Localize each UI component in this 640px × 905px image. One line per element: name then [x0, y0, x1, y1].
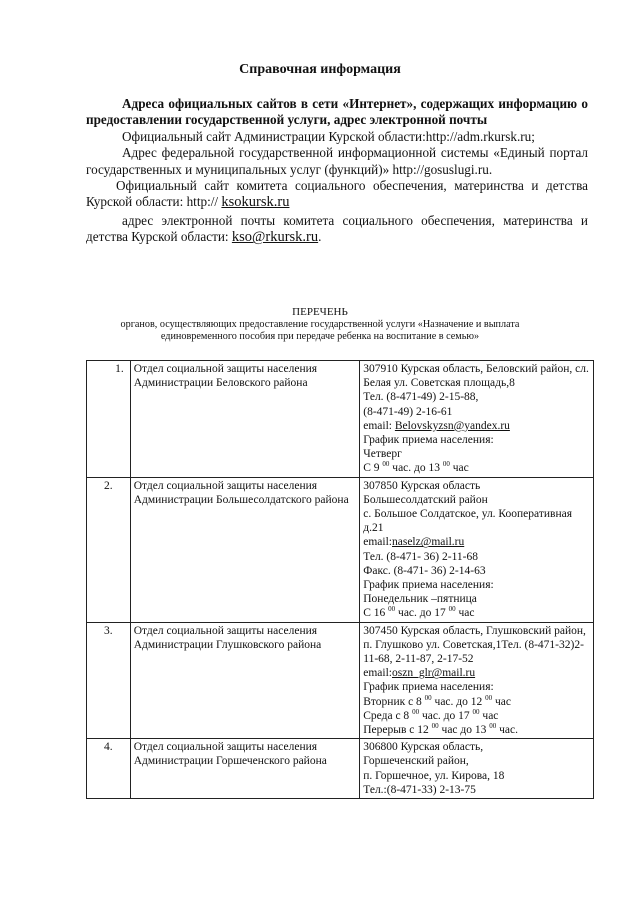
contact-line	[363, 723, 590, 737]
time-end: час	[479, 709, 499, 722]
time-end: час	[492, 695, 512, 708]
org-name: Отдел социальной защиты населения Администрации Большесолдатского района	[130, 477, 360, 622]
intro-section	[86, 96, 588, 246]
contact-line	[363, 433, 590, 447]
contact-line	[363, 507, 590, 535]
contact-text: с. Большое Солдатское, ул. Кооперативная д.21	[363, 508, 573, 535]
contact-text: Большесолдатский район	[363, 493, 488, 506]
time-superscript: 00	[388, 605, 396, 614]
contact-line	[363, 479, 590, 493]
intro-heading: Адреса официальных сайтов в сети «Интернет», содержащих информацию о предоставлении государственной услуги, адрес электронной почты	[86, 96, 588, 128]
contact-line	[363, 493, 590, 507]
time-middle: час. до 13	[389, 462, 443, 475]
contact-text: п. Горшечное, ул. Кирова, 18	[363, 769, 505, 782]
contact-line	[363, 550, 590, 564]
contact-text: С 9	[363, 462, 383, 475]
email-text: адрес электронной почты комитета социального обеспечения, материнства и детства Курской области:	[86, 212, 588, 245]
table-row	[87, 739, 594, 799]
contact-line	[363, 709, 590, 723]
contact-line	[363, 680, 590, 694]
contact-line	[363, 695, 590, 709]
contact-text: Тел.:(8-471-33) 2-13-75	[363, 783, 476, 796]
contact-text: График приема населения:	[363, 434, 494, 447]
time-middle: час до 13	[438, 724, 490, 737]
contact-text: Четверг	[363, 448, 402, 461]
org-contacts	[360, 361, 594, 478]
row-number: 3.	[87, 622, 131, 739]
email-link[interactable]: naselz@mail.ru	[392, 536, 465, 549]
contact-text: Горшеченский район,	[363, 755, 469, 768]
email-link[interactable]: Belovskyzsn@yandex.ru	[394, 419, 510, 432]
organizations-table	[86, 360, 594, 799]
contact-line	[363, 405, 590, 419]
contact-text: (8-471-49) 2-16-61	[363, 405, 453, 418]
contact-text: Вторник с 8	[363, 695, 425, 708]
time-superscript: 00	[382, 460, 390, 469]
contact-line	[363, 564, 590, 578]
time-superscript: 00	[442, 460, 450, 469]
list-heading: ПЕРЕЧЕНЬ	[292, 306, 348, 318]
contact-text: email:	[363, 667, 392, 680]
contact-line	[363, 740, 590, 754]
contact-line	[363, 419, 590, 433]
time-superscript: 00	[485, 693, 493, 702]
contact-text: Факс. (8-471- 36) 2-14-63	[363, 564, 486, 577]
time-superscript: 00	[448, 605, 456, 614]
org-contacts	[360, 477, 594, 622]
contact-line	[363, 754, 590, 768]
contact-line	[363, 535, 590, 549]
contact-text: 306800 Курская область,	[363, 741, 484, 754]
portal-line: Адрес федеральной государственной информационной системы «Единый портал государственных и муниципальных услуг (функций)» http://gosuslugi.ru.	[86, 145, 588, 177]
contact-text: Тел. (8-471-49) 2-15-88,	[363, 391, 479, 404]
email-line	[86, 213, 588, 246]
contact-text: email:	[363, 536, 392, 549]
time-middle: час. до 17	[419, 709, 473, 722]
page-title: Справочная информация	[239, 62, 401, 77]
email-link[interactable]: oszn_glr@mail.ru	[392, 667, 476, 680]
contact-text: Тел. (8-471- 36) 2-11-68	[363, 550, 478, 563]
contact-text: 307450 Курская область, Глушковский район, п. Глушково ул. Советская,1Тел. (8-471-32)2-11-68, 2-11-87, 2-17-52	[363, 624, 586, 666]
contact-text: Среда с 8	[363, 709, 413, 722]
contact-line	[363, 390, 590, 404]
time-end: час	[449, 462, 469, 475]
contact-line	[363, 461, 590, 475]
contact-line	[363, 362, 590, 390]
time-superscript: 00	[431, 722, 439, 731]
time-superscript: 00	[412, 708, 420, 717]
list-subheading-1: органов, осуществляющих предоставление государственной услуги «Назначение и выплата	[120, 318, 520, 330]
table-row	[87, 361, 594, 478]
contact-text: График приема населения:	[363, 681, 494, 694]
contact-text: email:	[363, 419, 395, 432]
contact-text: С 16	[363, 607, 389, 620]
email-end: .	[318, 229, 322, 245]
contact-text: Перерыв с 12	[363, 724, 432, 737]
table-row	[87, 622, 594, 739]
contact-line	[363, 606, 590, 620]
org-name: Отдел социальной защиты населения Администрации Беловского района	[130, 361, 360, 478]
contact-line	[363, 624, 590, 667]
time-end: час	[455, 607, 475, 620]
time-superscript: 00	[424, 693, 432, 702]
contact-text: Понедельник –пятница	[363, 593, 477, 606]
time-middle: час. до 17	[395, 607, 449, 620]
contact-line	[363, 769, 590, 783]
admin-site-line: Официальный сайт Администрации Курской области:http://adm.rkursk.ru;	[122, 128, 535, 144]
contact-text: График приема населения:	[363, 579, 494, 592]
contact-line	[363, 592, 590, 606]
org-contacts	[360, 622, 594, 739]
table-row	[87, 477, 594, 622]
org-contacts	[360, 739, 594, 799]
list-title	[0, 306, 640, 344]
time-superscript: 00	[489, 722, 497, 731]
time-middle: час. до 12	[431, 695, 486, 708]
committee-site-text: Официальный сайт комитета социального обеспечения, материнства и детства Курской области: http://	[86, 178, 588, 210]
committee-email-link[interactable]: kso@rkursk.ru	[231, 229, 319, 246]
org-name: Отдел социальной защиты населения Администрации Горшеченского района	[130, 739, 360, 799]
contact-line	[363, 783, 590, 797]
time-end: час.	[496, 724, 518, 737]
committee-site-line	[86, 178, 588, 211]
contact-text: 307850 Курская область	[363, 479, 481, 492]
contact-line	[363, 666, 590, 680]
contact-text: 307910 Курская область, Беловский район, сл. Белая ул. Советская площадь,8	[363, 363, 589, 390]
contact-line	[363, 447, 590, 461]
row-number: 2.	[87, 477, 131, 622]
org-name: Отдел социальной защиты населения Администрации Глушковского района	[130, 622, 360, 739]
row-number: 4.	[87, 739, 131, 799]
list-subheading-2: единовременного пособия при передаче ребенка на воспитание в семью»	[160, 331, 480, 342]
time-superscript: 00	[472, 708, 480, 717]
contact-line	[363, 578, 590, 592]
row-number: 1.	[87, 361, 131, 478]
committee-site-link[interactable]: ksokursk.ru	[221, 194, 290, 211]
